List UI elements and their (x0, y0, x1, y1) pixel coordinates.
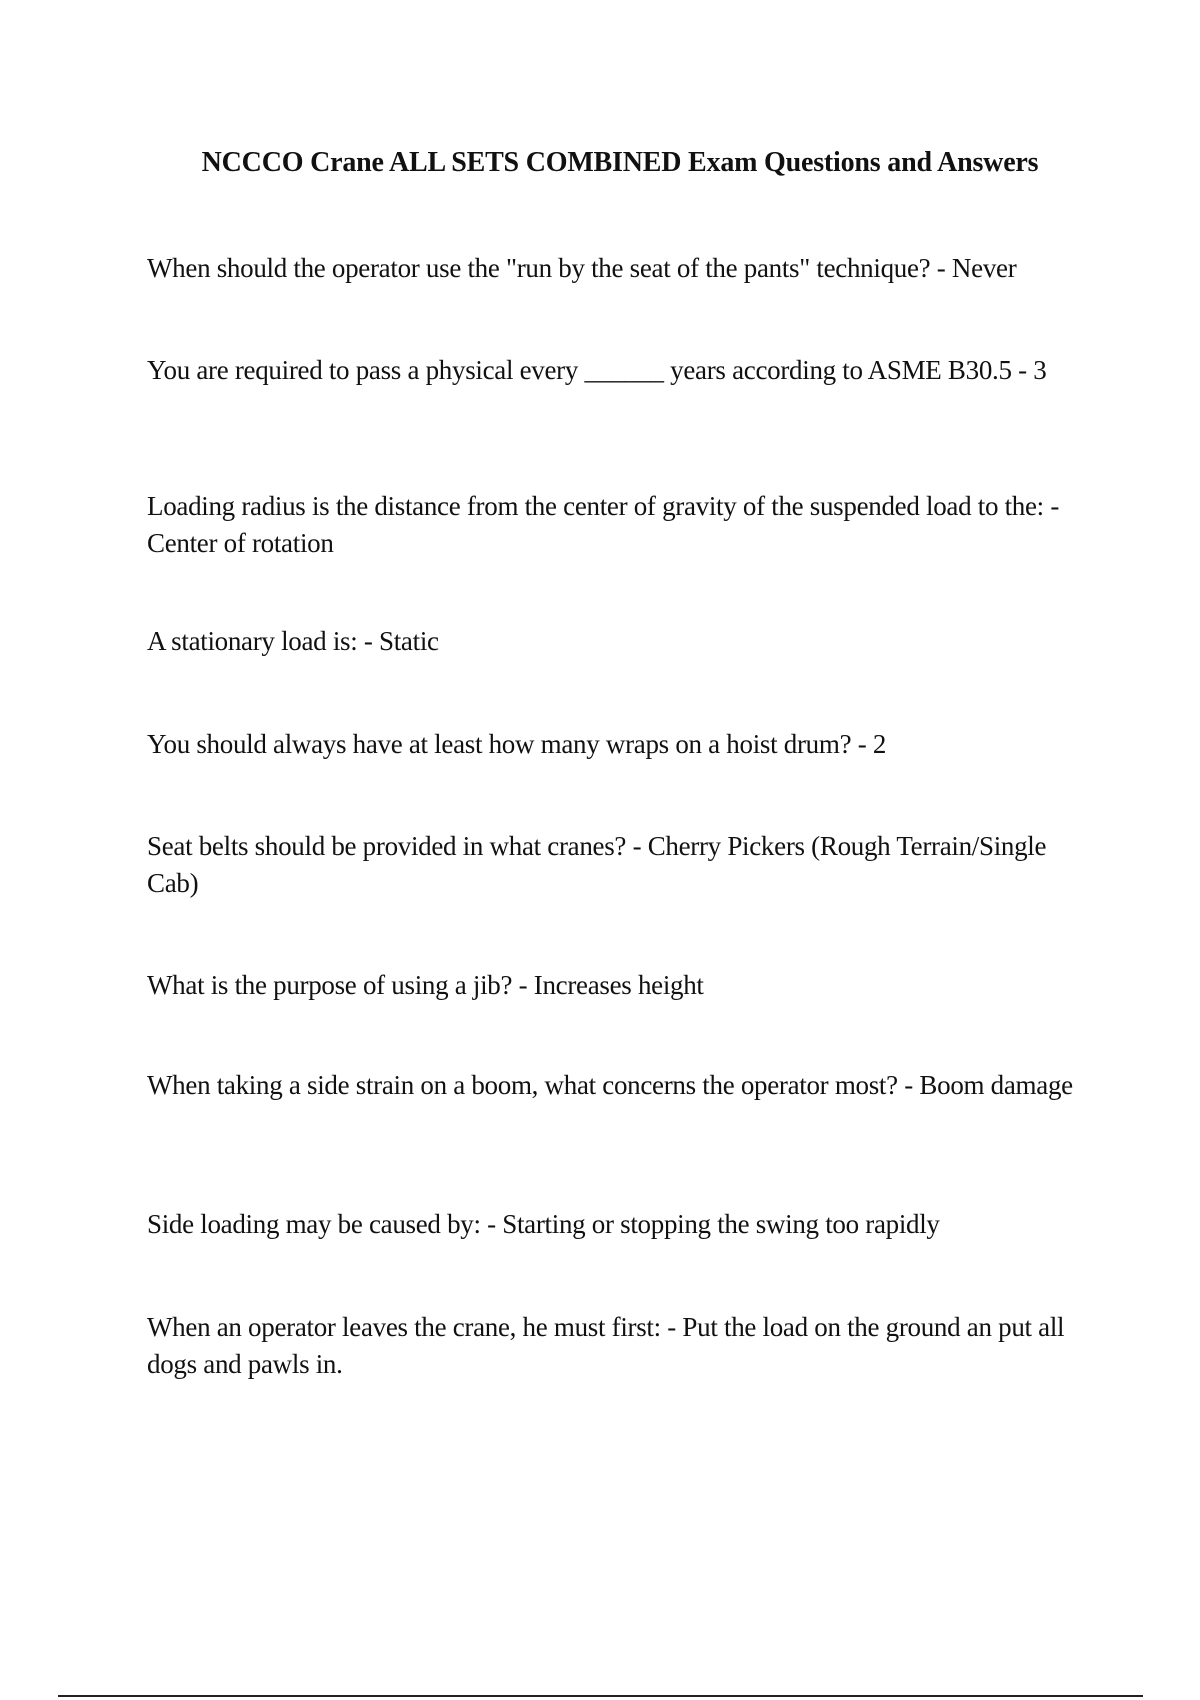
qa-item-6: Seat belts should be provided in what cranes? - Cherry Pickers (Rough Terrain/Single Cab) (147, 831, 1047, 898)
qa-item-10: When an operator leaves the crane, he must first: - Put the load on the ground an put all dogs and pawls in. (147, 1312, 1065, 1379)
qa-item-2: You are required to pass a physical every ______ years according to ASME B30.5 - 3 (147, 355, 1047, 385)
bottom-rule (58, 1695, 1143, 1697)
document-title: NCCCO Crane ALL SETS COMBINED Exam Questions and Answers (201, 147, 1039, 178)
qa-item-1: When should the operator use the "run by the seat of the pants" technique? - Never (147, 253, 1017, 283)
qa-item-4: A stationary load is: - Static (147, 626, 439, 656)
qa-item-8: When taking a side strain on a boom, what concerns the operator most? - Boom damage (147, 1070, 1073, 1100)
qa-item-5: You should always have at least how many wraps on a hoist drum? - 2 (147, 729, 887, 759)
qa-item-3: Loading radius is the distance from the center of gravity of the suspended load to the: - Center of rotation (147, 491, 1060, 558)
qa-item-7: What is the purpose of using a jib? - Increases height (147, 970, 704, 1000)
qa-item-9: Side loading may be caused by: - Starting or stopping the swing too rapidly (147, 1209, 940, 1239)
